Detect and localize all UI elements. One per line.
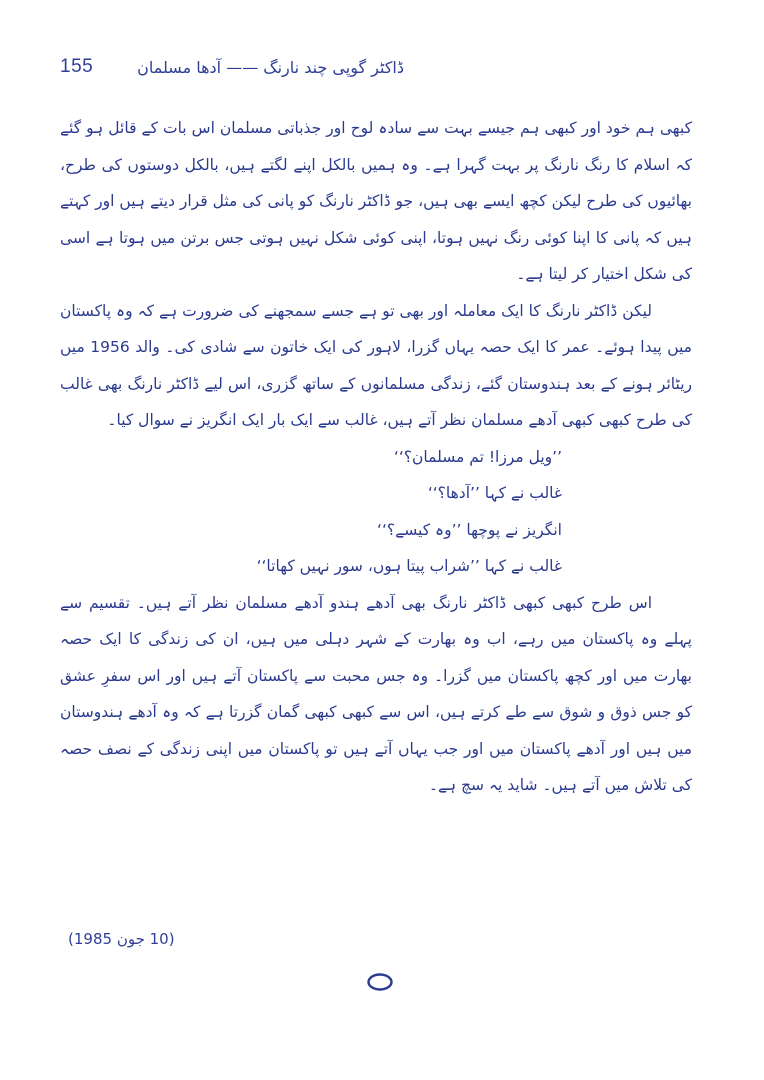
paragraph-2: لیکن ڈاکٹر نارنگ کا ایک معاملہ اور بھی تو ہے جسے سمجھنے کی ضرورت ہے کہ وہ پاکستان میں پیدا ہوئے۔ عمر کا ایک حصہ یہاں گزرا، لاہور کی ایک خاتون سے شادی کی۔ والد 1956 میں ریٹائر ہونے کے بعد ہندوستان گئے، زندگی مسلمانوں کے ساتھ گزری، اس لیے ڈاکٹر نارنگ بھی غالب کی طرح کبھی کبھی آدھے مسلمان نظر آتے ہیں، غالب سے ایک بار ایک انگریز نے سوال کیا۔ — [60, 301, 692, 429]
end-of-article-ring-icon — [366, 972, 394, 992]
closing-paragraph: اس طرح کبھی کبھی ڈاکٹر نارنگ بھی آدھے ہندو آدھے مسلمان نظر آتے ہیں۔ تقسیم سے پہلے وہ پاکستان میں رہے، اب وہ بھارت کے شہر دہلی میں ہیں، ان کی زندگی کا ایک حصہ بھارت میں اور کچھ پاکستان میں گزرا۔ وہ جس محبت سے پاکستان آتے ہیں اور اس سفرِ عشق کو جس ذوق و شوق سے طے کرتے ہیں، اس سے کبھی کبھی گمان گزرتا ہے کہ وہ آدھے ہندوستان میں ہیں اور آدھے پاکستان میں اور جب یہاں آتے ہیں تو پاکستان میں اپنی زندگی کے نصف حصہ کی تلاش میں آتے ہیں۔ شاید یہ سچ ہے۔ — [60, 593, 692, 794]
dialogue-line-2: غالب نے کہا ’’آدھا؟‘‘ — [427, 484, 562, 502]
dialogue-line-3: انگریز نے پوچھا ’’وہ کیسے؟‘‘ — [377, 520, 562, 539]
page-number: 155 — [60, 56, 94, 77]
dialogue-line-4: غالب نے کہا ’’شراب پیتا ہوں، سور نہیں کھاتا‘‘ — [256, 557, 562, 575]
paragraph-1: کبھی ہم خود اور کبھی ہم جیسے بہت سے سادہ لوح اور جذباتی مسلمان اس بات کے قائل ہو گئے کہ اسلام کا رنگ نارنگ پر بہت گہرا ہے۔ وہ ہمیں بالکل اپنے لگتے ہیں، بالکل دوستوں کی طرح، بھائیوں کی طرح لیکن کچھ ایسے بھی ہیں، جو ڈاکٹر نارنگ کو پانی کی مثل قرار دیتے ہیں اور کہتے ہیں کہ پانی کا اپنا کوئی رنگ نہیں ہوتا، اپنی کوئی شکل نہیں ہوتی جس برتن میں ہوتا ہے اسی کی شکل اختیار کر لیتا ہے۔ — [60, 119, 692, 283]
date-note: (10 جون 1985) — [68, 930, 175, 948]
running-title: ڈاکٹر گوپی چند نارنگ —— آدھا مسلمان — [137, 57, 404, 77]
article-body — [60, 110, 692, 804]
dialogue-line-1: ’’ویل مرزا! تم مسلمان؟‘‘ — [393, 447, 562, 466]
page-header — [60, 50, 404, 84]
